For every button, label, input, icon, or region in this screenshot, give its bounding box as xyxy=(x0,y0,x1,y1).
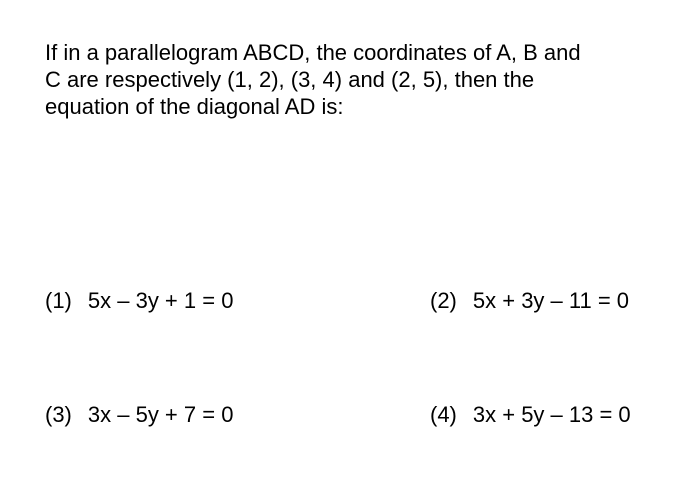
option-3[interactable] xyxy=(45,401,233,428)
option-expression: 3x – 5y + 7 = 0 xyxy=(87,402,234,427)
option-expression: 3x + 5y – 13 = 0 xyxy=(472,402,631,427)
question-text xyxy=(45,39,665,120)
question-line: equation of the diagonal AD is: xyxy=(45,94,344,119)
option-number: (1) xyxy=(45,288,72,313)
option-4[interactable] xyxy=(430,401,631,428)
option-number: (2) xyxy=(430,288,457,313)
option-2[interactable] xyxy=(430,287,629,314)
option-1[interactable] xyxy=(45,287,233,314)
option-expression: 5x – 3y + 1 = 0 xyxy=(87,288,234,313)
option-number: (4) xyxy=(430,402,457,427)
question-line: C are respectively (1, 2), (3, 4) and (2, 5), then the xyxy=(45,67,535,92)
question-line: If in a parallelogram ABCD, the coordinates of A, B and xyxy=(45,40,581,65)
option-expression: 5x + 3y – 11 = 0 xyxy=(472,288,630,313)
option-number: (3) xyxy=(45,402,72,427)
